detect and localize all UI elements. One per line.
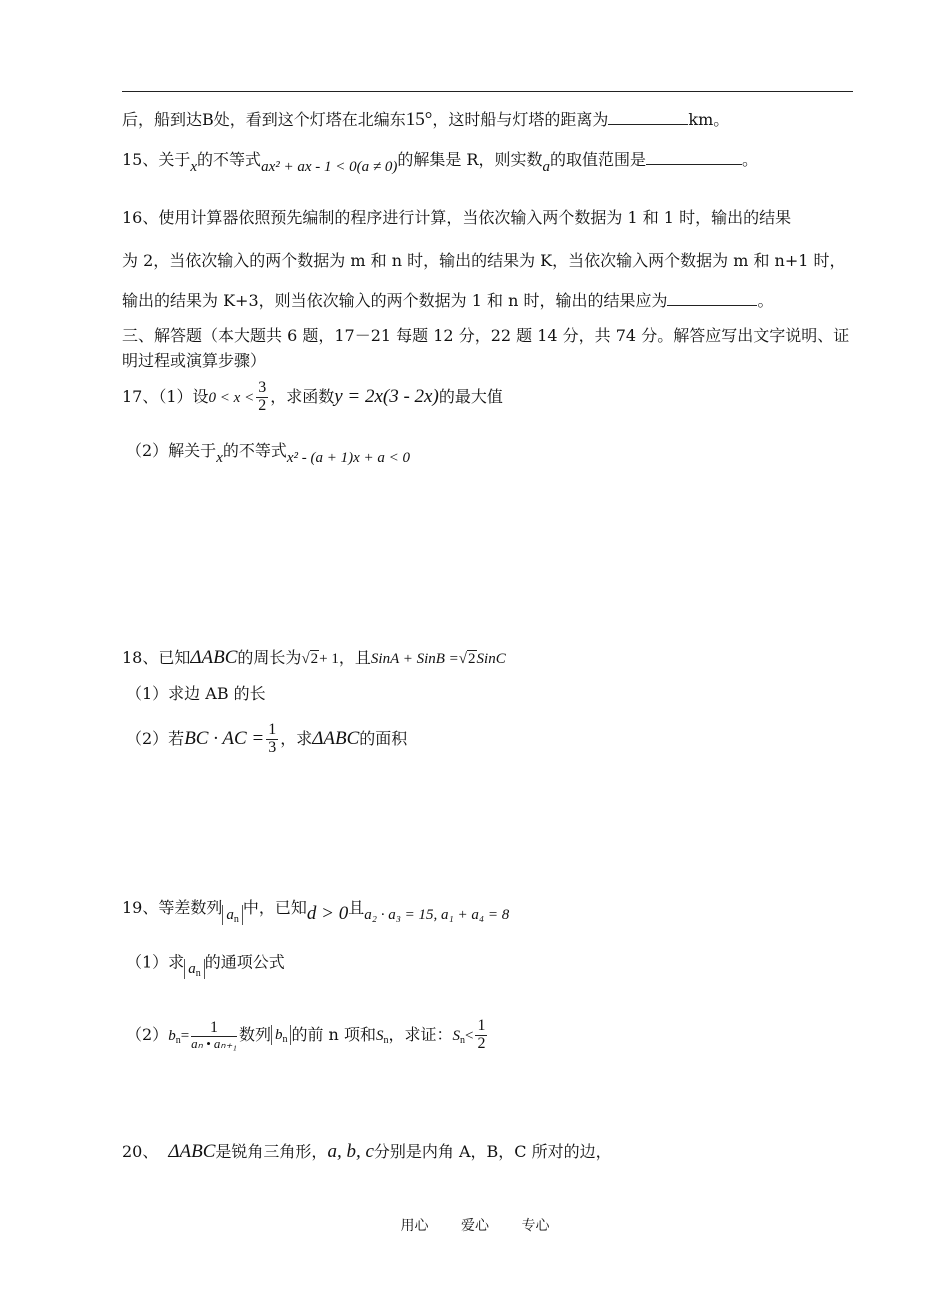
q19-p2-ineq-sn [452, 1028, 465, 1044]
q14-text-2: ，这时船与灯塔的距离为 [432, 110, 609, 129]
q18-p2-frac-den: 3 [268, 738, 277, 756]
q16-line-2: 为 2，当依次输入的两个数据为 m 和 n 时，输出的结果为 K，当依次输入两个数据为 m 和 n+1 时， [122, 251, 846, 270]
q19-p2-text-1: （2） [126, 1024, 169, 1044]
q19-p2-seq-sub: n [282, 1034, 288, 1046]
q19-cond-terms: a₂ · a₃ = 15, a₁ + a₄ = 8 [364, 907, 510, 923]
q16-line-1: 16、使用计算器依照预先编制的程序进行计算，当依次输入两个数据为 1 和 1 时，输出的结果 [122, 208, 792, 227]
q18-p2-triangle: ΔABC [312, 727, 360, 749]
q15-var-x: x [190, 159, 198, 175]
q19 [122, 898, 510, 925]
q19-p2-frac-den: aₙ • aₙ₊₁ [191, 1036, 237, 1052]
q18-triangle: ΔABC [190, 647, 238, 668]
q19-text-2: 中，已知 [242, 898, 307, 917]
q20 [122, 1142, 612, 1161]
footer-word-2: 爱心 [461, 1218, 489, 1234]
section3-line-1: 三、解答题（本大题共 6 题，17－21 每题 12 分，22 题 14 分，共 74 分。解答应写出文字说明、证 [122, 326, 850, 345]
q19-p2-text-2: 数列 [238, 1024, 271, 1044]
q16-text-3: 输出的结果为 K+3，则当依次输入的两个数据为 1 和 n 时，输出的结果应为 [122, 291, 668, 310]
q19-p2-S: S [375, 1027, 384, 1044]
q16-answer-blank[interactable] [667, 291, 757, 306]
q19-p2-ineq-sub: n [459, 1034, 465, 1046]
q19-p2-text-4: ，求证： [388, 1024, 453, 1044]
q14-unit: km。 [688, 110, 730, 129]
q17-part2 [126, 441, 411, 466]
q19-p2-rfrac-num: 1 [477, 1017, 486, 1034]
q19-p1-text-2: 的通项公式 [204, 952, 285, 972]
q18-sqrt-cond: √2 [458, 651, 476, 667]
q18-text-3: ，且 [338, 648, 371, 667]
q19-p2-S-sub: n [383, 1034, 389, 1046]
q17-part1 [122, 380, 503, 415]
q19-p2-rfraction [475, 1018, 487, 1053]
q19-p2-ineq-S: S [452, 1027, 460, 1044]
q19-part1 [126, 952, 285, 979]
q17-frac-den: 2 [258, 396, 267, 414]
q14-tail [122, 110, 729, 129]
q18-p2-text-2: ，求 [280, 728, 313, 748]
q17-p2-inequality: x² - (a + 1)x + a < 0 [286, 450, 411, 466]
q14-angle: 15° [405, 109, 433, 130]
q17-p2-text-1: （2）解关于 [126, 441, 217, 460]
q18-perim-radicand: 2 [310, 651, 319, 667]
q17-function: y = 2x(3 - 2x) [334, 385, 439, 407]
q19-p2-lt: < [464, 1027, 474, 1044]
q19-p2-eq: = [180, 1027, 190, 1044]
q18-part1: （1）求边 AB 的长 [126, 684, 266, 703]
q15-var-a: a [542, 159, 550, 175]
q19-p2-fraction [191, 1020, 237, 1051]
q18-p2-frac-num: 1 [268, 721, 277, 738]
q17-fraction [256, 380, 268, 415]
q18-cond-radicand: 2 [468, 651, 476, 667]
footer-word-3: 专心 [521, 1218, 550, 1234]
q19-cond-d: d > 0 [306, 903, 349, 924]
q15-inequality: ax² + ax - 1 < 0(a ≠ 0) [261, 159, 398, 175]
q17-text-1: 17、（1）设 [122, 386, 209, 406]
section3-line-2: 明过程或演算步骤） [122, 351, 267, 370]
q19-p2-seq-letter: b [274, 1027, 283, 1044]
q15-answer-blank[interactable] [646, 150, 742, 165]
q18-text-2: 的周长为 [237, 648, 302, 667]
q17-p2-var: x [216, 450, 223, 466]
q20-vars: a, b, c [327, 1141, 374, 1162]
q20-text-3: 分别是内角 A，B，C 所对的边， [373, 1142, 612, 1161]
header-rule [122, 91, 853, 92]
q19-p2-b-sub: n [175, 1034, 181, 1046]
q16-line-3 [122, 291, 773, 309]
q15-end: 。 [742, 150, 759, 169]
q20-triangle: ΔABC [168, 1141, 216, 1162]
q15-text-3: 的解集是 R，则实数 [397, 150, 543, 169]
q19-p2-rfrac-den: 2 [477, 1034, 486, 1052]
q18-cond-left: SinA + SinB = [370, 651, 459, 667]
q19-p2-seq [271, 1025, 292, 1045]
q14-answer-blank[interactable] [608, 110, 688, 125]
q15-text-2: 的不等式 [197, 150, 262, 169]
q19-p1-seq [184, 959, 205, 979]
q18-perim-tail: + 1 [319, 651, 339, 667]
q18-p2-fraction [266, 722, 278, 757]
footer-word-1: 用心 [400, 1218, 429, 1234]
q17-frac-num: 3 [258, 379, 267, 396]
q20-text-1: 20、 [122, 1142, 159, 1161]
q15-text-4: 的取值范围是 [549, 150, 646, 169]
q19-p1-seq-sub: n [195, 968, 201, 979]
q19-p2-bn [168, 1028, 181, 1044]
q19-part2 [126, 1018, 489, 1053]
q19-text-1: 19、等差数列 [122, 898, 223, 917]
q19-seq-letter: a [226, 906, 234, 923]
q15-text-1: 15、关于 [122, 150, 191, 169]
q19-p2-frac-num: 1 [191, 1020, 237, 1038]
q18-p2-expression: BC · AC = [184, 727, 265, 749]
q20-text-2: 是锐角三角形， [215, 1142, 328, 1161]
q19-p2-sn [376, 1028, 389, 1044]
q17-condition: 0 < x < [208, 389, 255, 406]
q19-p2-text-3: 的前 n 项和 [291, 1024, 376, 1044]
q17-text-2: ，求函数 [270, 386, 335, 406]
page-footer [0, 1215, 950, 1235]
q18-text-1: 18、已知 [122, 648, 191, 667]
q14-text-1: 后，船到达B处，看到这个灯塔在北编东 [122, 110, 406, 129]
q19-seq-sub: n [233, 913, 239, 925]
q18-part2 [126, 722, 407, 757]
q17-text-3: 的最大值 [438, 386, 503, 406]
q18-p2-text-3: 的面积 [359, 728, 408, 748]
q16-end: 。 [757, 291, 774, 310]
q19-p1-seq-letter: a [188, 961, 196, 977]
q19-p2-b: b [168, 1027, 176, 1044]
q18 [122, 648, 506, 667]
q19-p1-text-1: （1）求 [126, 952, 185, 972]
q18-p2-text-1: （2）若 [126, 728, 185, 748]
q19-seq-an [222, 905, 243, 925]
q19-text-3: 且 [348, 898, 365, 917]
q17-p2-text-2: 的不等式 [222, 441, 287, 460]
q18-cond-right: SinC [476, 651, 506, 667]
q15 [122, 150, 759, 175]
q18-sqrt-perim: √2 [301, 651, 319, 667]
